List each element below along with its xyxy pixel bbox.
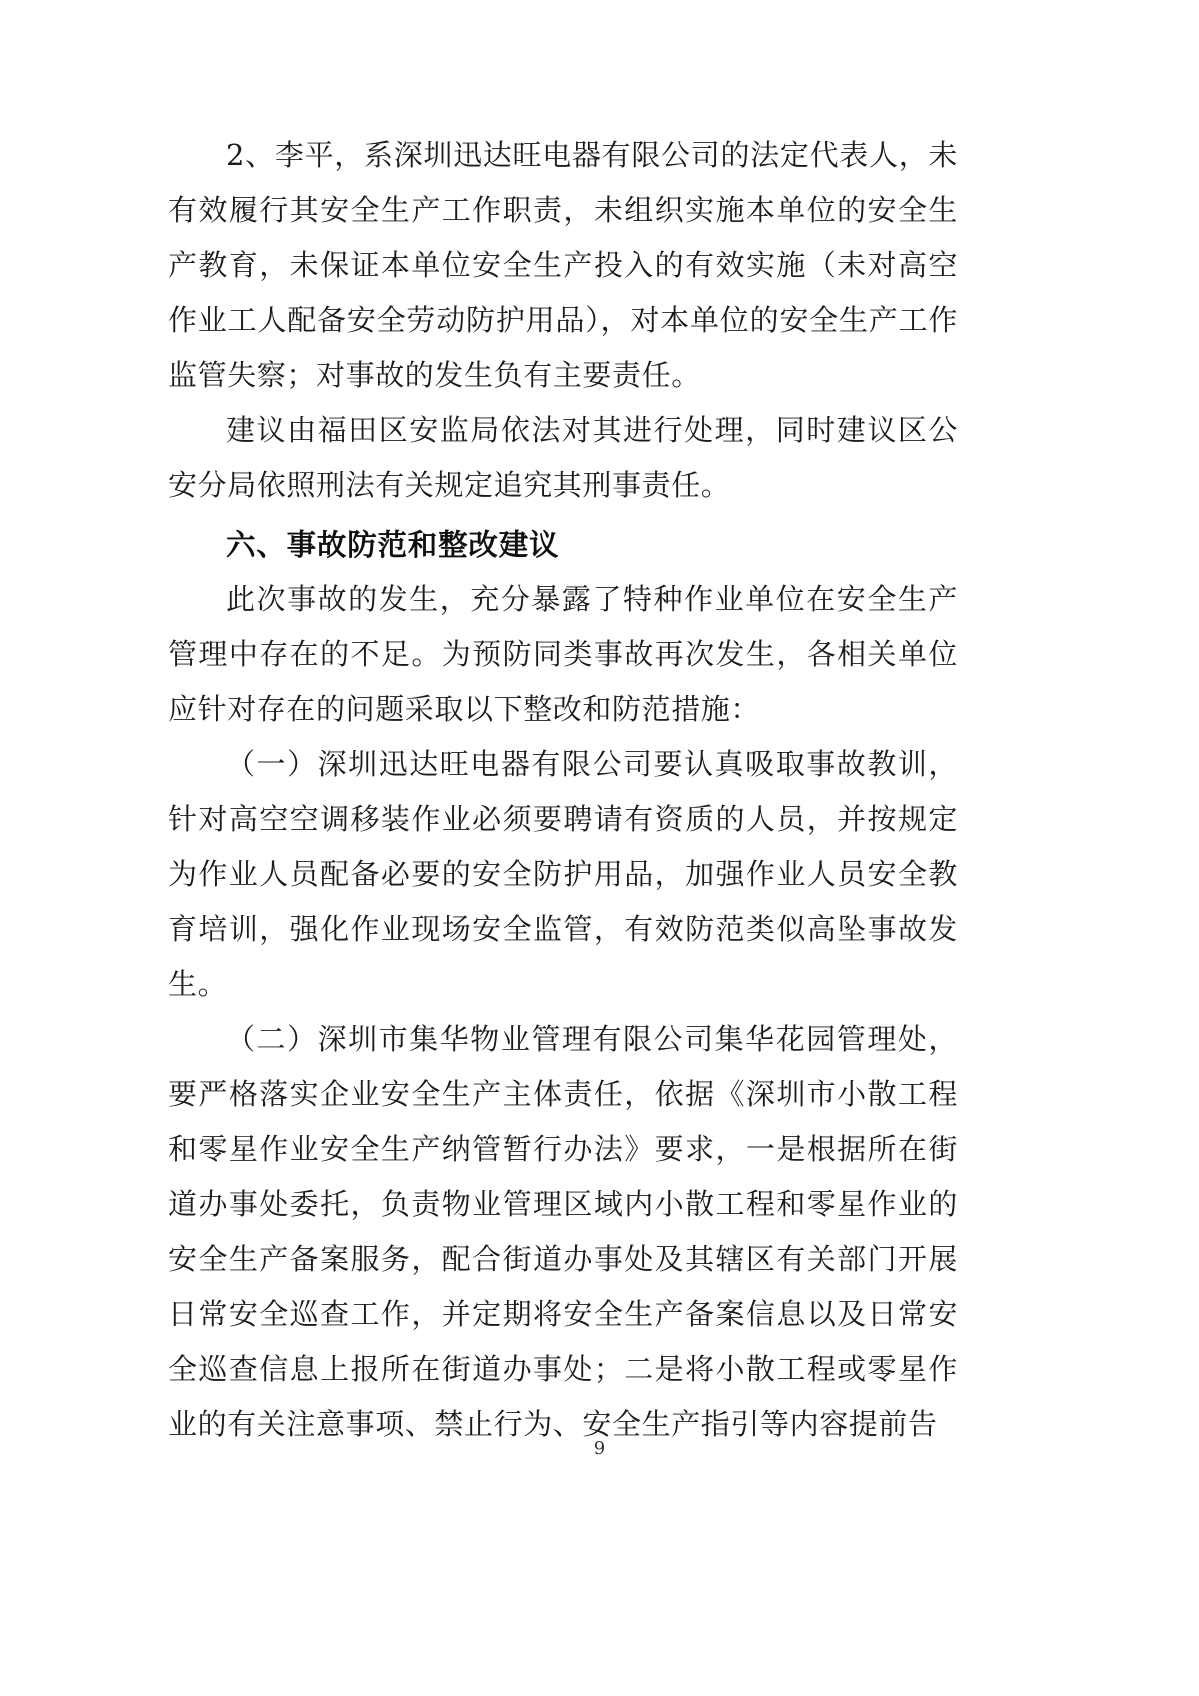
paragraph-suggestion-futian: 建议由福田区安监局依法对其进行处理，同时建议区公安分局依照刑法有关规定追究其刑事责任。 [168, 413, 958, 502]
paragraph-accident-exposure: 此次事故的发生，充分暴露了特种作业单位在安全生产管理中存在的不足。为预防同类事故再次发生，各相关单位应针对存在的问题采取以下整改和防范措施： [168, 582, 958, 726]
paragraph-measure-two: （二）深圳市集华物业管理有限公司集华花园管理处，要严格落实企业安全生产主体责任，依据《深圳市小散工程和零星作业安全生产纳管暂行办法》要求，一是根据所在街道办事处委托，负责物业管理区域内小散工程和零星作业的安全生产备案服务，配合街道办事处及其辖区有关部门开展日常安全巡查工作，并定期将安全生产备案信息以及日常安全巡查信息上报所在街道办事处；二是将小散工程或零星作业的有关注意事项、禁止行为、安全生产指引等内容提前告 [168, 1022, 958, 1441]
heading-section-six: 六、事故防范和整改建议 [226, 527, 560, 562]
paragraph-liping-responsibility: 2、李平，系深圳迅达旺电器有限公司的法定代表人，未有效履行其安全生产工作职责，未组织实施本单位的安全生产教育，未保证本单位安全生产投入的有效实施（未对高空作业工人配备安全劳动防护用品），对本单位的安全生产工作监管失察；对事故的发生负有主要责任。 [168, 138, 958, 392]
page-number: 9 [593, 1438, 606, 1459]
document-body [168, 128, 958, 1452]
paragraph-measure-one: （一）深圳迅达旺电器有限公司要认真吸取事故教训，针对高空空调移装作业必须要聘请有资质的人员，并按规定为作业人员配备必要的安全防护用品，加强作业人员安全教育培训，强化作业现场安全监管，有效防范类似高坠事故发生。 [168, 747, 958, 1001]
